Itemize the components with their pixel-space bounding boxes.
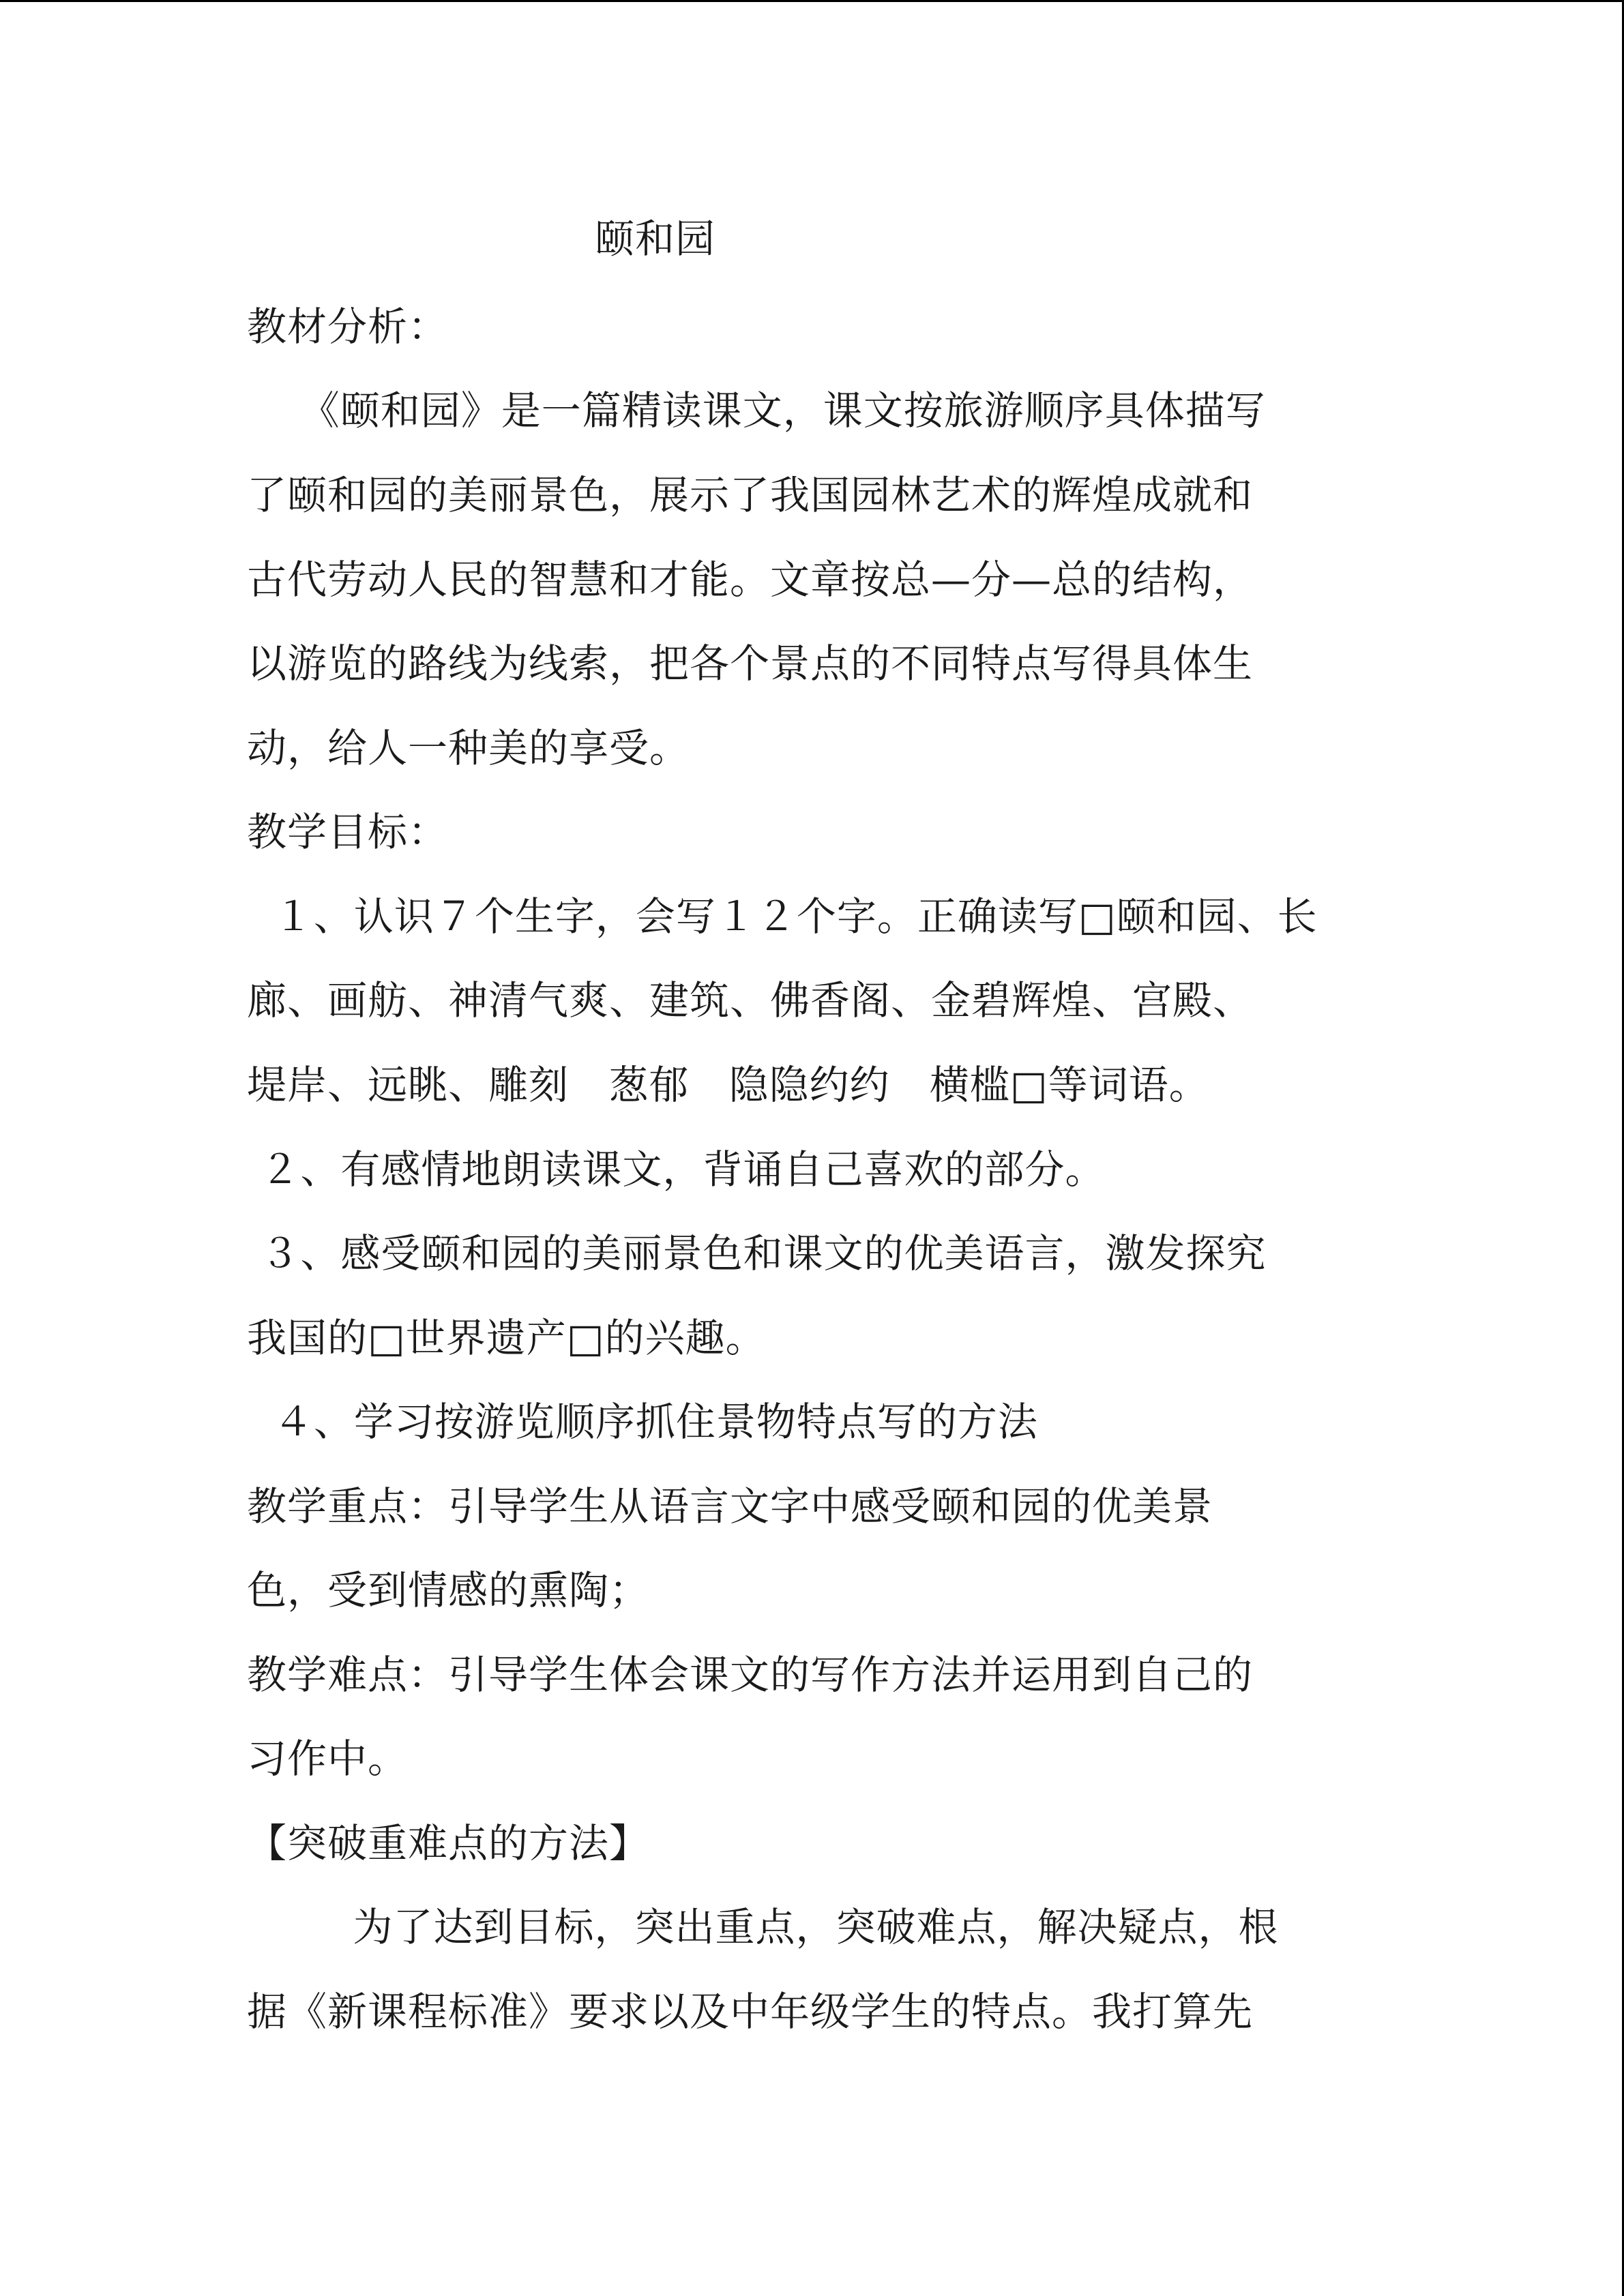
- paragraph-line: 古代劳动人民的智慧和才能。文章按总—分—总的结构，: [247, 556, 1254, 603]
- teaching-difficulty-line: 习作中。: [247, 1735, 409, 1782]
- goal-item-line: ４、学习按游览顺序抓住景物特点写的方法: [247, 1399, 1038, 1445]
- teaching-difficulty-line: 教学难点：引导学生体会课文的写作方法并运用到自己的: [247, 1652, 1254, 1698]
- goal-item-line: 堤岸、远眺、雕刻 葱郁 隐隐约约 横槛□等词语。: [247, 1062, 1209, 1108]
- goal-item-line: ２、有感情地朗读课文，背诵自己喜欢的部分。: [247, 1146, 1106, 1193]
- goal-item-line: 我国的□世界遗产□的兴趣。: [247, 1315, 766, 1361]
- paragraph-line: 据《新课程标准》要求以及中年级学生的特点。我打算先: [247, 1988, 1254, 2035]
- heading-textbook-analysis: 教材分析：: [247, 303, 449, 350]
- goal-item-line: 廊、画舫、神清气爽、建筑、佛香阁、金碧辉煌、宫殿、: [247, 977, 1254, 1024]
- document-title: 颐和园: [595, 215, 716, 262]
- teaching-focus-line: 色，受到情感的熏陶；: [247, 1567, 650, 1613]
- paragraph-line: 动，给人一种美的享受。: [247, 725, 690, 771]
- paragraph-line: 《颐和园》是一篇精读课文，课文按旅游顺序具体描写: [247, 387, 1266, 434]
- heading-methods: 【突破重难点的方法】: [247, 1820, 650, 1866]
- paragraph-line: 了颐和园的美丽景色，展示了我国园林艺术的辉煌成就和: [247, 472, 1254, 518]
- goal-item-line: ３、感受颐和园的美丽景色和课文的优美语言，激发探究: [247, 1230, 1267, 1277]
- paragraph-line: 以游览的路线为线索，把各个景点的不同特点写得具体生: [247, 640, 1254, 687]
- paragraph-line: 为了达到目标，突出重点，突破难点，解决疑点，根: [247, 1904, 1279, 1950]
- goal-item-line: １、认识７个生字，会写１２个字。正确读写□颐和园、长: [247, 893, 1318, 940]
- heading-teaching-goals: 教学目标：: [247, 809, 449, 855]
- teaching-focus-line: 教学重点：引导学生从语言文字中感受颐和园的优美景: [247, 1483, 1213, 1530]
- page-top-border: [0, 0, 1624, 2]
